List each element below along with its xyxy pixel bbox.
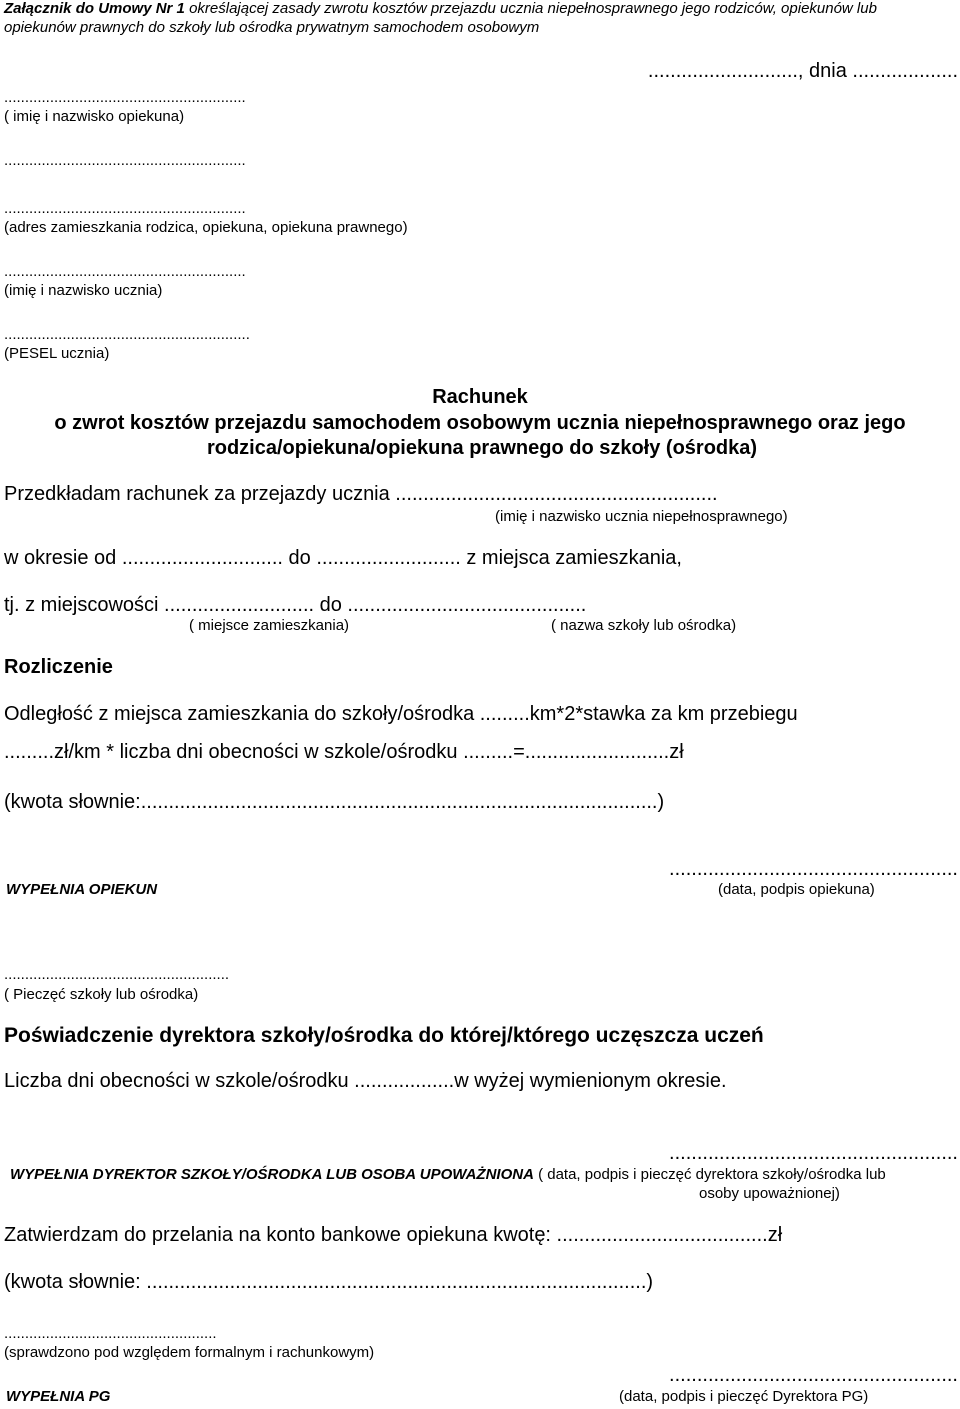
school-stamp-caption: ( Pieczęć szkoły lub ośrodka)	[4, 986, 199, 1003]
guardian-fill-label: WYPEŁNIA OPIEKUN	[6, 881, 158, 898]
director-caption-line1: ( data, podpis i pieczęć dyrektora szkoły/ośrodka lub	[538, 1166, 886, 1183]
director-fill-line	[10, 1166, 886, 1183]
place-date-field: ..........................., dnia ...................	[647, 60, 958, 82]
submit-line: Przedkładam rachunek za przejazdy ucznia ..........................................................	[4, 483, 718, 505]
annex-header-line1	[4, 0, 877, 17]
pg-signature-caption: (data, podpis i pieczęć Dyrektora PG)	[619, 1388, 869, 1405]
annex-label: Załącznik do Umowy Nr 1	[4, 0, 185, 17]
checked-dots: ...................................................	[4, 1325, 217, 1342]
document-subtitle-line1: o zwrot kosztów przejazdu samochodem osobowym ucznia niepełnosprawnego oraz jego	[54, 412, 906, 434]
director-certification-heading: Poświadczenie dyrektora szkoły/ośrodka do której/którego uczęszcza uczeń	[4, 1024, 764, 1047]
address-dots-2: ..........................................................	[4, 200, 246, 217]
student-name-caption: (imię i nazwisko ucznia)	[4, 282, 163, 299]
guardian-signature-dots: ....................................................	[669, 858, 958, 880]
attendance-days-line: Liczba dni obecności w szkole/ośrodku ..................w wyżej wymienionym okresie.	[4, 1070, 727, 1092]
locality-caption-to: ( nazwa szkoły lub ośrodka)	[551, 617, 737, 634]
parent-name-caption: ( imię i nazwisko opiekuna)	[4, 108, 185, 125]
rate-line: .........zł/km * liczba dni obecności w szkole/ośrodku .........=..........................zł	[4, 741, 684, 763]
address-dots-1: ..........................................................	[4, 152, 246, 169]
annex-description-line2: opiekunów prawnych do szkoły lub ośrodka prywatnym samochodem osobowym	[4, 19, 540, 36]
pg-fill-label: WYPEŁNIA PG	[6, 1388, 111, 1405]
transfer-approval-line: Zatwierdzam do przelania na konto bankowe opiekuna kwotę: ......................................zł	[4, 1224, 783, 1246]
pesel-caption: (PESEL ucznia)	[4, 345, 110, 362]
address-caption: (adres zamieszkania rodzica, opiekuna, opiekuna prawnego)	[4, 219, 408, 236]
guardian-signature-caption: (data, podpis opiekuna)	[718, 881, 875, 898]
locality-caption-from: ( miejsce zamieszkania)	[189, 617, 350, 634]
checked-caption: (sprawdzono pod względem formalnym i rachunkowym)	[4, 1344, 375, 1361]
school-stamp-dots: ......................................................	[4, 966, 230, 983]
pesel-dots: ...........................................................	[4, 326, 250, 343]
approval-amount-in-words: (kwota słownie: ..........................................................................................)	[4, 1271, 654, 1293]
director-signature-dots: ....................................................	[669, 1142, 958, 1164]
director-fill-label: WYPEŁNIA DYREKTOR SZKOŁY/OŚRODKA LUB OSOBA UPOWAŻNIONA	[10, 1166, 534, 1183]
student-disabled-caption: (imię i nazwisko ucznia niepełnosprawnego)	[495, 508, 788, 525]
distance-line: Odległość z miejsca zamieszkania do szkoły/ośrodka .........km*2*stawka za km przebiegu	[4, 703, 798, 725]
student-name-dots: ..........................................................	[4, 263, 246, 280]
period-line: w okresie od ............................. do .......................... z miejsca zamieszkania,	[4, 547, 682, 569]
amount-in-words: (kwota słownie:.............................................................................................)	[4, 791, 665, 813]
document-subtitle-line2: rodzica/opiekuna/opiekuna prawnego do szkoły (ośrodka)	[206, 437, 758, 459]
locality-line: tj. z miejscowości ........................... do ...........................................	[4, 594, 587, 616]
pg-signature-dots: ....................................................	[669, 1364, 958, 1386]
annex-description-line1: określającej zasady zwrotu kosztów przejazdu ucznia niepełnosprawnego jego rodziców, opiekunów lub	[189, 0, 877, 17]
parent-name-dots: ..........................................................	[4, 89, 246, 106]
settlement-heading: Rozliczenie	[4, 656, 113, 678]
director-caption-line2: osoby upoważnionej)	[699, 1185, 840, 1202]
document-title: Rachunek	[432, 386, 528, 408]
